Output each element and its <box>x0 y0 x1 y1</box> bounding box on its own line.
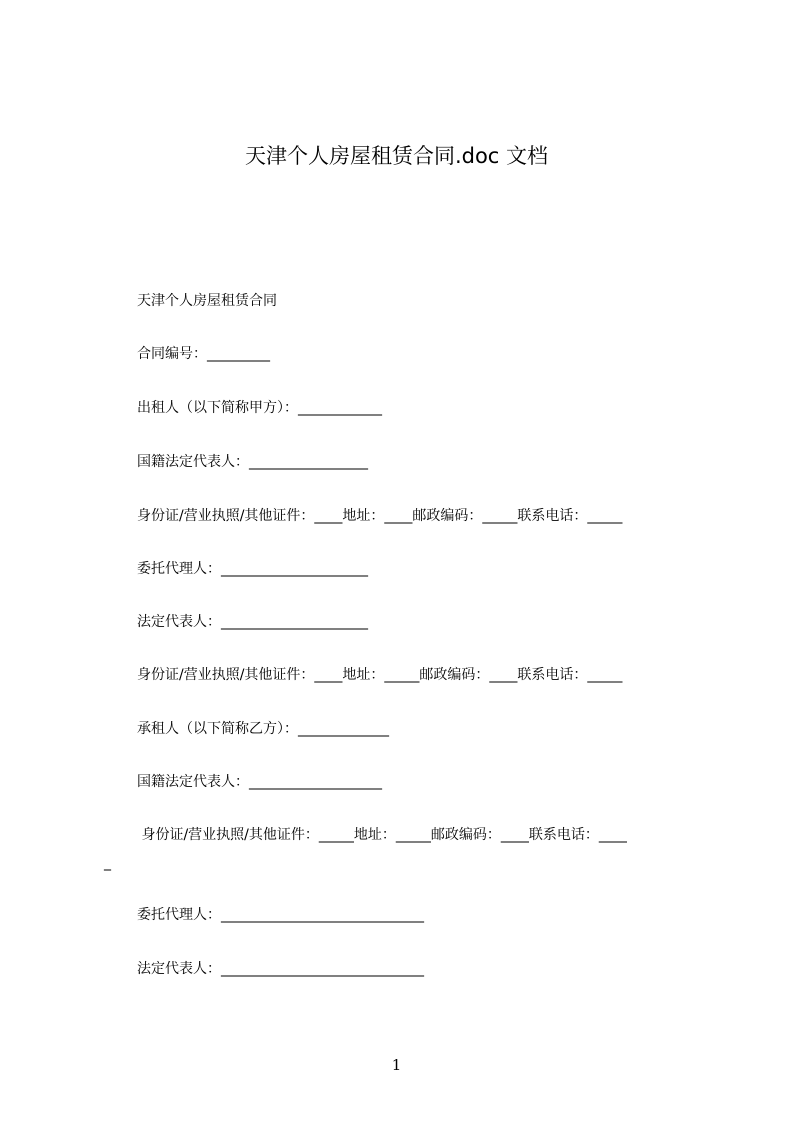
document-title: 天津个人房屋租赁合同.doc 文档 <box>244 144 549 168</box>
lessee-id-address-line: 身份证/营业执照/其他证件：_____地址：_____邮政编码：____联系电话：____ <box>137 827 627 843</box>
lessee-legal-rep-line: 法定代表人：_____________________________ <box>137 961 424 977</box>
lessor-id-address-line: 身份证/营业执照/其他证件：____地址：____邮政编码：_____联系电话：_____ <box>137 508 623 524</box>
lessor-agent-line: 委托代理人：_____________________ <box>137 561 368 577</box>
lessee-nationality-line: 国籍法定代表人：___________________ <box>137 774 382 790</box>
wrapped-underline-fragment: _ <box>104 855 111 871</box>
contract-heading: 天津个人房屋租赁合同 <box>137 293 277 309</box>
lessor-legal-rep-line: 法定代表人：_____________________ <box>137 614 368 630</box>
lessor-agent-id-address-line: 身份证/营业执照/其他证件：____地址：_____邮政编码：____联系电话：_____ <box>137 667 623 683</box>
contract-number-line: 合同编号：_________ <box>137 346 270 362</box>
lessee-line: 承租人（以下简称乙方）：_____________ <box>137 721 389 737</box>
page-number: 1 <box>391 1056 402 1074</box>
lessor-nationality-line: 国籍法定代表人：_________________ <box>137 454 368 470</box>
lessor-line: 出租人（以下简称甲方）：____________ <box>137 400 382 416</box>
lessee-agent-line: 委托代理人：_____________________________ <box>137 907 424 923</box>
